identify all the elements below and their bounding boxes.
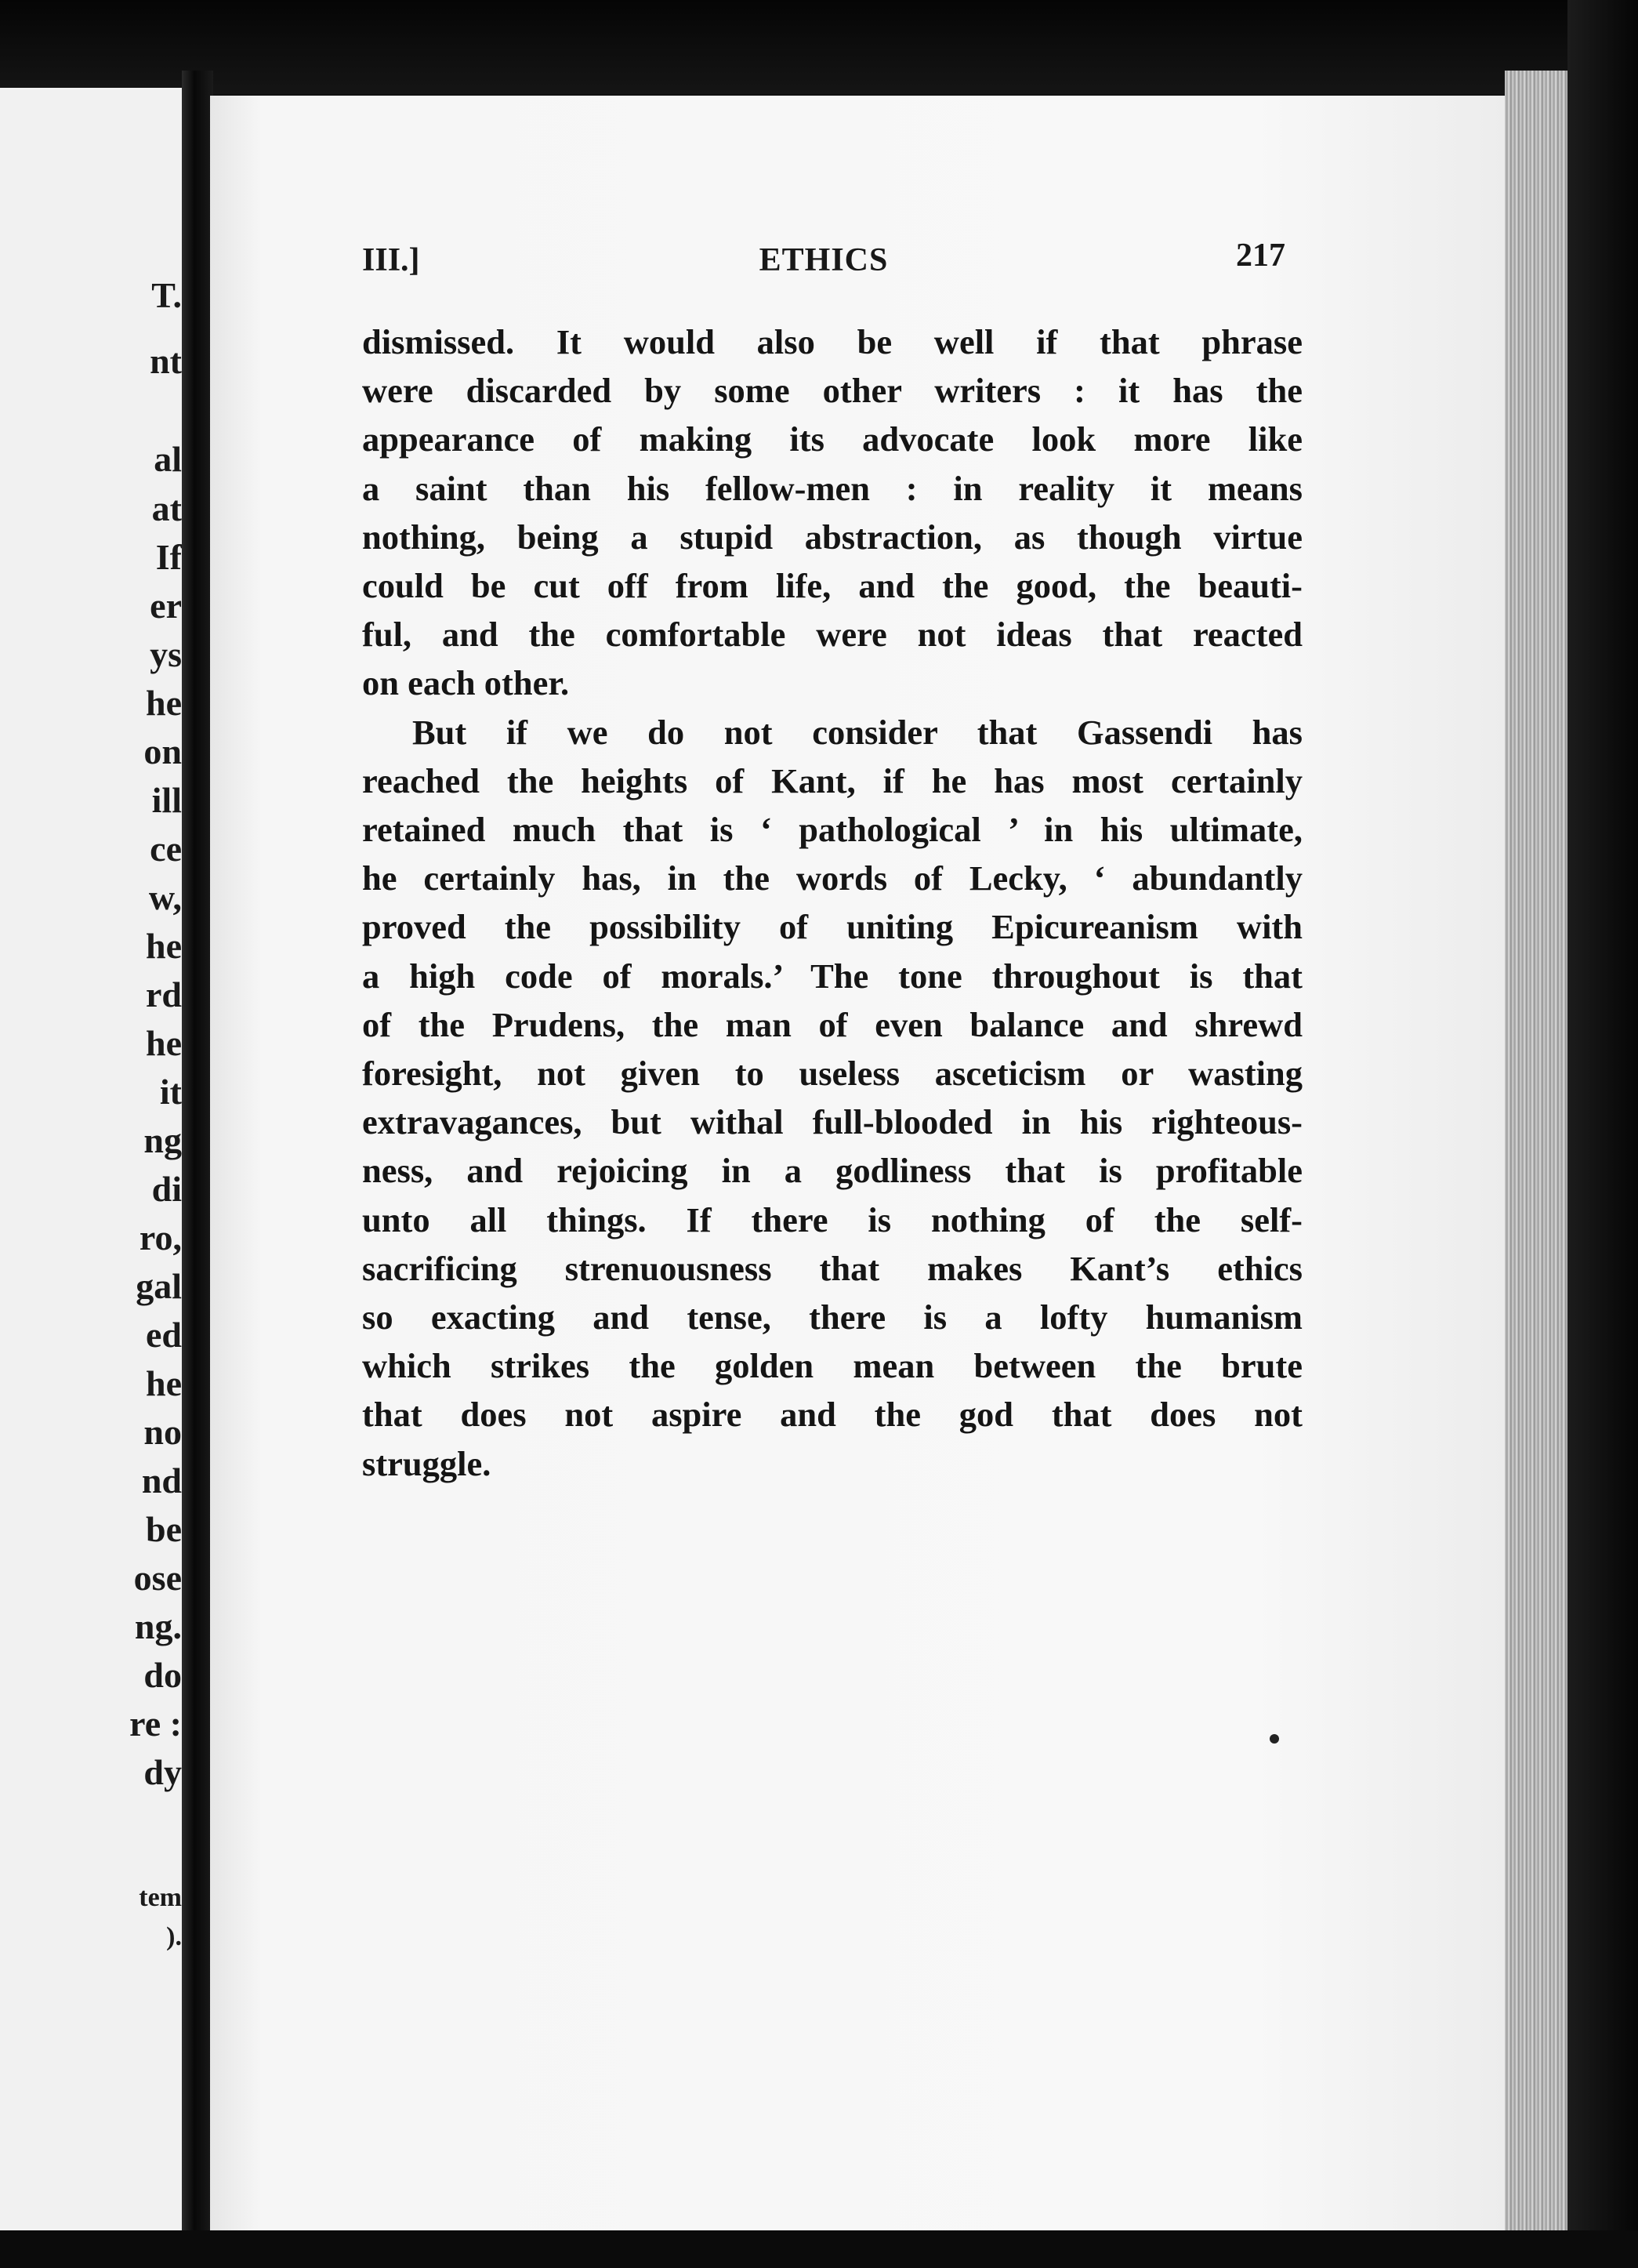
left-fragment: al xyxy=(154,439,182,479)
text-line: a high code of morals.’ The tone throughout is that xyxy=(362,956,1303,996)
text-line: sacrificing strenuousness that makes Kant’s ethics xyxy=(362,1248,1303,1288)
text-line: nothing, being a stupid abstraction, as though virtue xyxy=(362,517,1303,557)
page-edges xyxy=(1505,71,1567,2258)
text-line: on each other. xyxy=(362,663,570,703)
left-fragment: he xyxy=(146,1023,182,1063)
previous-page xyxy=(0,88,187,2248)
left-fragment: ed xyxy=(146,1315,182,1355)
left-fragment: nd xyxy=(141,1461,182,1501)
left-fragment: tem xyxy=(139,1883,182,1912)
left-fragment: it xyxy=(159,1072,182,1112)
text-line: But if we do not consider that Gassendi has xyxy=(412,712,1303,752)
left-fragment: er xyxy=(150,586,182,626)
left-fragment: ce xyxy=(150,829,182,869)
text-line: a saint than his fellow-men : in reality it means xyxy=(362,468,1303,508)
left-fragment: nt xyxy=(150,341,182,381)
text-line: proved the possibility of uniting Epicureanism with xyxy=(362,907,1303,947)
left-fragment: ng. xyxy=(134,1606,182,1646)
left-fragment: If xyxy=(155,537,182,577)
left-fragment: re : xyxy=(129,1704,182,1744)
text-line: reached the heights of Kant, if he has most certainly xyxy=(362,760,1303,800)
left-fragment: ro, xyxy=(139,1217,182,1257)
text-line: could be cut off from life, and the good, the beauti- xyxy=(362,566,1303,606)
running-title: ETHICS xyxy=(759,242,889,278)
left-fragment: ys xyxy=(150,634,182,674)
left-fragment: dy xyxy=(143,1752,182,1792)
text-line: which strikes the golden mean between the brute xyxy=(362,1346,1303,1386)
running-header xyxy=(362,237,1285,284)
book-gutter xyxy=(182,71,213,2266)
chapter-number: III.] xyxy=(362,242,420,278)
paragraph-1 xyxy=(362,318,1303,708)
text-line: were discarded by some other writers : it has the xyxy=(362,371,1303,411)
text-line: foresight, not given to useless asceticism or wasting xyxy=(362,1054,1303,1094)
left-fragment: be xyxy=(146,1509,182,1549)
left-fragment: he xyxy=(146,926,182,966)
page-body xyxy=(362,318,1303,1488)
text-line: that does not aspire and the god that does not xyxy=(362,1395,1303,1435)
text-line: struggle. xyxy=(362,1443,491,1483)
left-fragment: ng xyxy=(143,1120,182,1160)
left-fragment: rd xyxy=(146,974,182,1014)
left-fragment: T. xyxy=(151,275,182,315)
text-line: dismissed. It would also be well if that phrase xyxy=(362,322,1303,361)
text-line: ness, and rejoicing in a godliness that is profitable xyxy=(362,1151,1303,1191)
text-line: of the Prudens, the man of even balance and shrewd xyxy=(362,1004,1303,1044)
left-fragment: at xyxy=(151,488,182,528)
left-fragment: ose xyxy=(133,1558,182,1598)
left-fragment: ). xyxy=(166,1922,182,1951)
left-fragment: he xyxy=(146,1363,182,1403)
left-fragment: ill xyxy=(151,780,182,820)
left-fragment: w, xyxy=(148,877,182,917)
scan-bottom-border xyxy=(0,2230,1638,2268)
left-fragment: he xyxy=(146,683,182,723)
scan-top-border xyxy=(0,0,1638,94)
text-line: he certainly has, in the words of Lecky, ‘ abundantly xyxy=(362,858,1303,898)
page-number: 217 xyxy=(1236,238,1285,274)
text-line: so exacting and tense, there is a lofty humanism xyxy=(362,1297,1303,1337)
paragraph-2 xyxy=(362,708,1303,1488)
text-line: retained much that is ‘ pathological ’ in his ultimate, xyxy=(362,810,1303,850)
text-line: unto all things. If there is nothing of the self- xyxy=(362,1199,1303,1239)
left-fragment: di xyxy=(151,1169,182,1209)
left-fragment: no xyxy=(143,1412,182,1452)
left-fragment: do xyxy=(143,1655,182,1695)
left-fragment: gal xyxy=(136,1266,182,1306)
text-line: appearance of making its advocate look more like xyxy=(362,419,1303,459)
text-line: ful, and the comfortable were not ideas that reacted xyxy=(362,615,1303,655)
left-fragment: on xyxy=(143,731,182,771)
scan-right-border xyxy=(1567,0,1638,2268)
text-line: extravagances, but withal full-blooded in his righteous- xyxy=(362,1102,1303,1142)
ink-speck xyxy=(1270,1734,1279,1744)
